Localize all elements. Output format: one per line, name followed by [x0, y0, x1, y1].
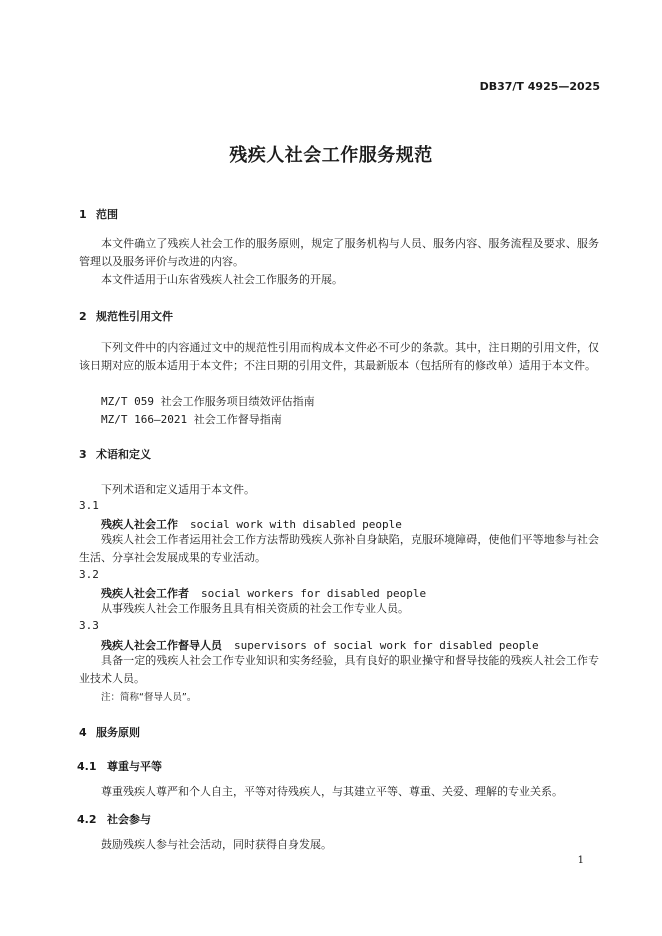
section-number: 3 [79, 448, 87, 461]
term-zh: 残疾人社会工作 [101, 518, 178, 531]
term-number: 3.1 [79, 499, 99, 512]
section-3-intro: 下列术语和定义适用于本文件。 [101, 483, 255, 496]
term-en: social workers for disabled people [201, 587, 427, 600]
subsection-title: 社会参与 [107, 813, 151, 826]
document-title: 残疾人社会工作服务规范 [229, 145, 433, 166]
section-2-heading [79, 308, 173, 324]
section-title: 术语和定义 [96, 448, 151, 461]
subsection-number: 4.1 [77, 760, 97, 773]
term-number: 3.2 [79, 568, 99, 581]
reference-item: MZ/T 059 社会工作服务项目绩效评估指南 [101, 395, 315, 408]
term-en: supervisors of social work for disabled people [234, 639, 539, 652]
reference-item: MZ/T 166—2021 社会工作督导指南 [101, 413, 282, 426]
section-number: 1 [79, 208, 87, 221]
term-heading [101, 585, 426, 601]
section-3-heading [79, 446, 151, 462]
section-4-heading [79, 724, 140, 740]
term-definition: 具备一定的残疾人社会工作专业知识和实务经验，具有良好的职业操守和督导技能的残疾人社会工作专业技术人员。 [79, 654, 599, 685]
term-definition: 从事残疾人社会工作服务且具有相关资质的社会工作专业人员。 [101, 602, 409, 615]
section-2-paragraph: 下列文件中的内容通过文中的规范性引用而构成本文件必不可少的条款。其中，注日期的引用文件，仅该日期对应的版本适用于本文件；不注日期的引用文件，其最新版本（包括所有的修改单）适用于本文件。 [79, 341, 599, 372]
subsection-4-1-heading [77, 758, 162, 774]
term-heading [101, 637, 539, 653]
subsection-4-2-text: 鼓励残疾人参与社会活动，同时获得自身发展。 [101, 838, 332, 851]
subsection-4-1-text: 尊重残疾人尊严和个人自主，平等对待残疾人，与其建立平等、尊重、关爱、理解的专业关系。 [101, 785, 563, 798]
standard-code: DB37/T 4925—2025 [479, 80, 600, 93]
section-1-heading [79, 206, 118, 222]
subsection-4-2-heading [77, 811, 151, 827]
section-1-paragraph-2: 本文件适用于山东省残疾人社会工作服务的开展。 [101, 273, 343, 286]
section-title: 范围 [96, 208, 118, 221]
term-zh: 残疾人社会工作者 [101, 587, 189, 600]
section-number: 2 [79, 310, 87, 323]
subsection-number: 4.2 [77, 813, 97, 826]
section-1-paragraph-1: 本文件确立了残疾人社会工作的服务原则，规定了服务机构与人员、服务内容、服务流程及要求、服务管理以及服务评价与改进的内容。 [79, 237, 599, 268]
term-number: 3.3 [79, 619, 99, 632]
section-title: 规范性引用文件 [96, 310, 173, 323]
term-en: social work with disabled people [190, 518, 402, 531]
section-number: 4 [79, 726, 87, 739]
term-definition: 残疾人社会工作者运用社会工作方法帮助残疾人弥补自身缺陷，克服环境障碍，使他们平等地参与社会生活、分享社会发展成果的专业活动。 [79, 533, 599, 564]
page-number: 1 [577, 855, 584, 866]
section-title: 服务原则 [96, 726, 140, 739]
term-heading [101, 516, 402, 532]
term-note: 注：简称“督导人员”。 [101, 692, 197, 703]
term-zh: 残疾人社会工作督导人员 [101, 639, 222, 652]
subsection-title: 尊重与平等 [107, 760, 162, 773]
